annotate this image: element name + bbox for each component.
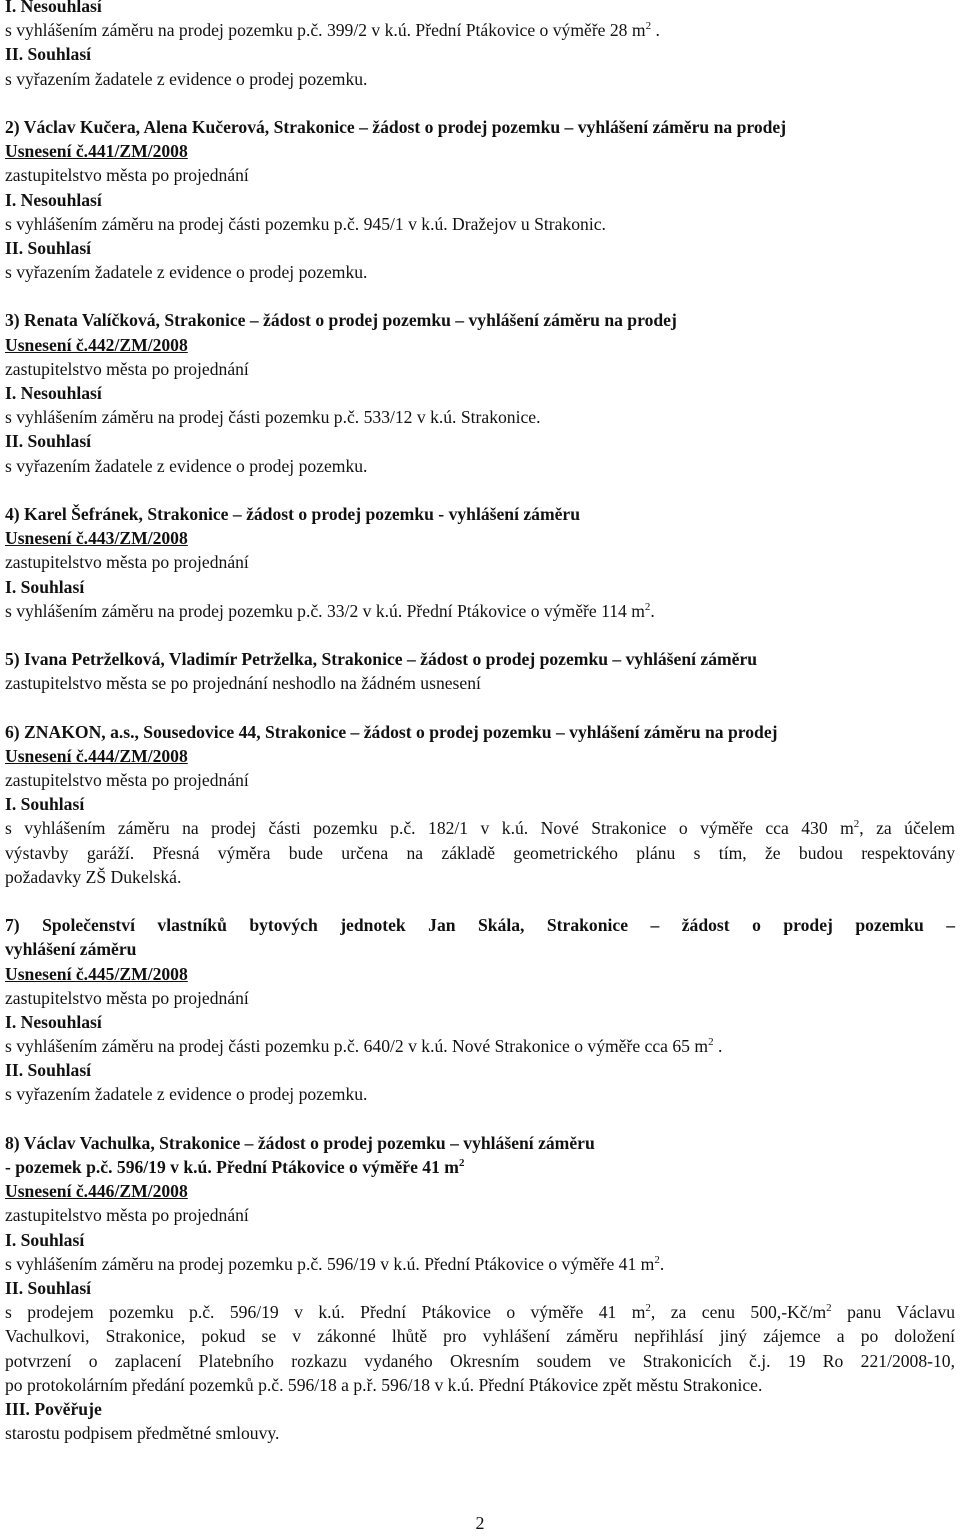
line-text: I. Nesouhlasí xyxy=(5,383,102,403)
blank-line xyxy=(5,478,957,502)
heading-line xyxy=(5,1155,957,1179)
line-text: zastupitelstvo města po projednání xyxy=(5,770,249,790)
text-line xyxy=(5,550,957,574)
heading-line xyxy=(5,720,957,744)
text-line xyxy=(5,671,957,695)
heading-line xyxy=(5,429,957,453)
line-text: I. Souhlasí xyxy=(5,576,85,597)
line-text: zastupitelstvo města po projednání xyxy=(5,358,249,379)
blank-line xyxy=(5,889,957,913)
line-text: 7) Společenství vlastníků bytových jednotek Jan Skála, Strakonice – žádost o prodej pozemku – xyxy=(5,915,955,936)
line-text: s vyřazením žadatele z evidence o prodej pozemku. xyxy=(5,1084,368,1105)
heading-line xyxy=(5,115,957,139)
line-text-tail: . xyxy=(651,20,660,41)
heading-line xyxy=(5,913,957,937)
line-text: vyhlášení záměru xyxy=(5,939,137,960)
text-line xyxy=(5,260,957,284)
line-text-tail: . xyxy=(713,1036,723,1057)
resolution-number xyxy=(5,333,957,357)
heading-line xyxy=(5,1058,957,1082)
line-text: I. Souhlasí xyxy=(5,794,85,815)
line-text: 3) Renata Valíčková, Strakonice – žádost o prodej pozemku – vyhlášení záměru na prodej xyxy=(5,310,677,331)
blank-line xyxy=(5,695,957,719)
line-text: 5) Ivana Petrželková, Vladimír Petrželka, Strakonice – žádost o prodej pozemku – vyhlášení záměru xyxy=(5,649,758,670)
text-line xyxy=(5,986,957,1010)
text-line xyxy=(5,599,957,623)
superscript: 2 xyxy=(645,1302,651,1315)
text-line xyxy=(5,865,957,889)
line-text: Usnesení č.446/ZM/2008 xyxy=(5,1181,188,1202)
line-text: Usnesení č.442/ZM/2008 xyxy=(5,334,188,355)
line-text: III. Pověřuje xyxy=(5,1398,102,1419)
heading-line xyxy=(5,502,957,526)
page-number: 2 xyxy=(475,1513,485,1533)
blank-line xyxy=(5,284,957,308)
line-text: s vyřazením žadatele z evidence o prodej pozemku. xyxy=(5,262,368,283)
heading-line xyxy=(5,1010,957,1034)
heading-line xyxy=(5,1276,957,1300)
heading-line xyxy=(5,42,957,66)
text-line xyxy=(5,1203,957,1227)
line-text: požadavky ZŠ Dukelská. xyxy=(5,866,182,887)
text-line xyxy=(5,1421,957,1445)
text-line xyxy=(5,1252,957,1276)
superscript: 2 xyxy=(708,1036,714,1049)
heading-line xyxy=(5,937,957,961)
line-text: II. Souhlasí xyxy=(5,1277,92,1298)
heading-line xyxy=(5,381,957,405)
resolution-number xyxy=(5,139,957,163)
text-line xyxy=(5,1300,957,1324)
text-line xyxy=(5,1373,957,1397)
line-text: 2) Václav Kučera, Alena Kučerová, Strakonice – žádost o prodej pozemku – vyhlášení záměru na prodej xyxy=(5,116,787,137)
text-line xyxy=(5,1034,957,1058)
text-line xyxy=(5,1324,957,1348)
resolution-number xyxy=(5,526,957,550)
line-text: Usnesení č.441/ZM/2008 xyxy=(5,141,188,162)
text-line xyxy=(5,357,957,381)
blank-line xyxy=(5,623,957,647)
line-text: s vyhlášením záměru na prodej pozemku p.č. 399/2 v k.ú. Přední Ptákovice o výměře 28 m xyxy=(5,20,646,41)
line-text: s vyřazením žadatele z evidence o prodej pozemku. xyxy=(5,455,368,476)
superscript: 2 xyxy=(645,20,652,33)
resolution-number xyxy=(5,1179,957,1203)
text-line xyxy=(5,1349,957,1373)
text-line xyxy=(5,1082,957,1106)
line-text: s vyhlášením záměru na prodej části pozemku p.č. 945/1 v k.ú. Dražejov u Strakonic. xyxy=(5,213,606,234)
text-line xyxy=(5,163,957,187)
line-text: 4) Karel Šefránek, Strakonice – žádost o prodej pozemku - vyhlášení záměru xyxy=(5,503,581,524)
text-line xyxy=(5,768,957,792)
superscript: 2 xyxy=(644,600,651,613)
heading-line xyxy=(5,1228,957,1252)
superscript: 2 xyxy=(458,1157,465,1170)
line-text: - pozemek p.č. 596/19 v k.ú. Přední Ptákovice o výměře 41 m xyxy=(5,1157,459,1177)
line-text: zastupitelstvo města po projednání xyxy=(5,552,249,573)
line-text: zastupitelstvo města se po projednání neshodlo na žádném usnesení xyxy=(5,673,481,694)
line-text: starostu podpisem předmětné smlouvy. xyxy=(5,1423,280,1444)
line-text: zastupitelstvo města po projednání xyxy=(5,1205,249,1226)
heading-line xyxy=(5,1131,957,1155)
line-text: s vyhlášením záměru na prodej pozemku p.č. 33/2 v k.ú. Přední Ptákovice o výměře 114 m xyxy=(5,600,645,621)
line-text: s vyhlášením záměru na prodej části pozemku p.č. 182/1 v k.ú. Nové Strakonice o výměře cca 430 m xyxy=(5,818,854,839)
line-text: I. Nesouhlasí xyxy=(5,1011,102,1032)
line-text: II. Souhlasí xyxy=(5,237,92,258)
line-text: Usnesení č.444/ZM/2008 xyxy=(5,745,188,766)
heading-line xyxy=(5,792,957,816)
line-text: výstavby garáží. Přesná výměra bude určena na základě geometrického plánu s tím, že budou respektovány xyxy=(5,842,955,863)
heading-line xyxy=(5,0,957,18)
superscript: 2 xyxy=(826,1302,832,1315)
line-text: Usnesení č.443/ZM/2008 xyxy=(5,528,188,549)
line-text: II. Souhlasí xyxy=(5,1060,92,1081)
superscript: 2 xyxy=(654,1253,660,1266)
line-text: II. Souhlasí xyxy=(5,44,92,65)
line-text: s vyhlášením záměru na prodej části pozemku p.č. 640/2 v k.ú. Nové Strakonice o výměře cca 65 m xyxy=(5,1036,709,1057)
heading-line xyxy=(5,308,957,332)
heading-line xyxy=(5,647,957,671)
heading-line xyxy=(5,236,957,260)
heading-line xyxy=(5,575,957,599)
heading-line xyxy=(5,1397,957,1421)
line-text: potvrzení o zaplacení Platebního rozkazu vydaného Okresním soudem ve Strakonicích č.j. 19 Ro 221/2008-10, xyxy=(5,1350,955,1371)
line-text-tail: . xyxy=(659,1253,665,1274)
line-text: I. Souhlasí xyxy=(5,1229,85,1250)
line-text-tail: . xyxy=(650,600,655,621)
text-line xyxy=(5,816,957,840)
line-text: s vyřazením žadatele z evidence o prodej pozemku. xyxy=(5,68,368,89)
line-text: s vyhlášením záměru na prodej části pozemku p.č. 533/12 v k.ú. Strakonice. xyxy=(5,407,541,428)
line-text: Vachulkovi, Strakonice, pokud se v zákonné lhůtě pro vyhlášení záměru nepřihlásí jiný zájemce a po doložení xyxy=(5,1326,955,1347)
text-line xyxy=(5,212,957,236)
line-text: I. Nesouhlasí xyxy=(5,189,102,210)
text-line xyxy=(5,67,957,91)
text-line xyxy=(5,405,957,429)
text-line xyxy=(5,454,957,478)
line-text: s prodejem pozemku p.č. 596/19 v k.ú. Přední Ptákovice o výměře 41 m xyxy=(5,1302,646,1323)
line-text: zastupitelstvo města po projednání xyxy=(5,165,249,186)
text-line xyxy=(5,18,957,42)
line-text: Usnesení č.445/ZM/2008 xyxy=(5,963,188,984)
line-text: II. Souhlasí xyxy=(5,431,92,452)
heading-line xyxy=(5,188,957,212)
superscript: 2 xyxy=(853,818,860,831)
line-text: 6) ZNAKON, a.s., Sousedovice 44, Strakonice – žádost o prodej pozemku – vyhlášení záměru na prodej xyxy=(5,721,778,742)
line-text: po protokolárním předání pozemků p.č. 596/18 a p.ř. 596/18 v k.ú. Přední Ptákovice zpět městu Strakonice. xyxy=(5,1374,763,1395)
line-text-tail: panu Václavu xyxy=(831,1302,955,1323)
document-body xyxy=(5,0,957,1445)
text-line xyxy=(5,841,957,865)
line-text: zastupitelstvo města po projednání xyxy=(5,987,249,1008)
line-text-tail: , za účelem xyxy=(859,818,955,839)
line-text-tail: , za cenu 500,-Kč/m xyxy=(650,1302,827,1323)
blank-line xyxy=(5,1107,957,1131)
line-text: I. Nesouhlasí xyxy=(5,0,102,16)
blank-line xyxy=(5,91,957,115)
resolution-number xyxy=(5,962,957,986)
resolution-number xyxy=(5,744,957,768)
line-text: s vyhlášením záměru na prodej pozemku p.č. 596/19 v k.ú. Přední Ptákovice o výměře 41 m xyxy=(5,1253,655,1274)
line-text: 8) Václav Vachulka, Strakonice – žádost o prodej pozemku – vyhlášení záměru xyxy=(5,1132,595,1153)
